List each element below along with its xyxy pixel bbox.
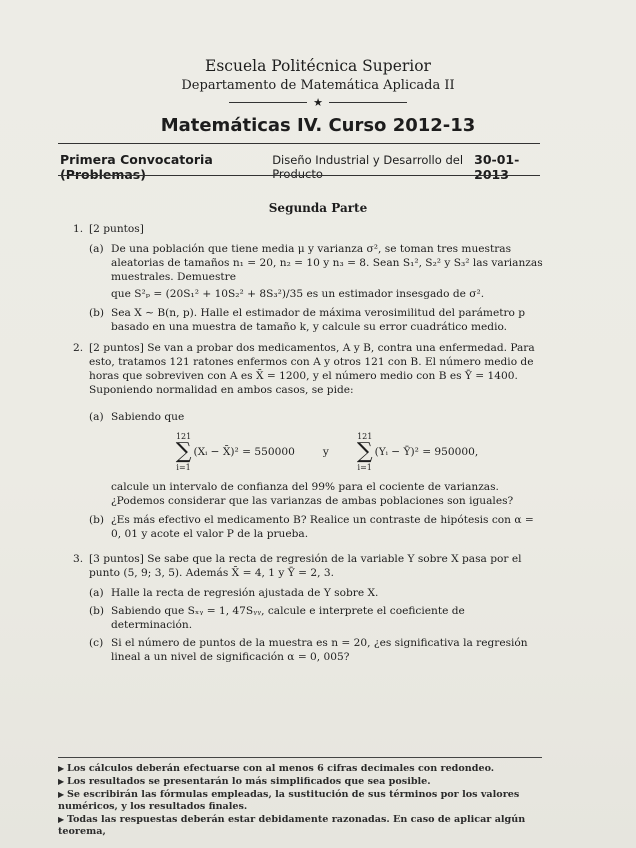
school-name: Escuela Politécnica Superior bbox=[205, 57, 431, 75]
exam-date: 30-01-2013 bbox=[474, 152, 520, 182]
problem-item bbox=[89, 242, 543, 301]
sum-lower-limit: i=1 bbox=[176, 463, 191, 472]
problem-intro: Se sabe que la recta de regresión de la variable Y sobre X pasa por el punto (5, 9; 3, 5). Además X̄ = 4, 1 y Ȳ = 2, 3. bbox=[89, 553, 522, 579]
problem-3 bbox=[73, 552, 543, 664]
problems bbox=[73, 222, 543, 664]
part-title: Segunda Parte bbox=[268, 201, 368, 215]
footer-note: ▶ Se escribirán las fórmulas empleadas, la sustitución de sus términos por los valores numéricos, y los resultados finales. bbox=[58, 788, 542, 813]
convocatoria-title: Primera Convocatoria (Problemas) bbox=[60, 152, 213, 182]
problem-points: [3 puntos] bbox=[89, 553, 144, 565]
item-text: De una población que tiene media μ y varianza σ², se toman tres muestras aleatorias de tamaños n₁ = 20, n₂ = 10 y n₃ = 8. Sean S₁², S₂² y S₃² las varianzas muestrales. Demuestre bbox=[111, 243, 543, 283]
sum-upper-limit: 121 bbox=[175, 432, 192, 441]
footer-rule bbox=[58, 757, 542, 758]
degree-name: Diseño Industrial y Desarrollo del Producto bbox=[272, 153, 464, 181]
item-lead: Sabiendo que bbox=[111, 411, 185, 423]
sum-x bbox=[176, 432, 295, 472]
item-text: Sea X ∼ B(n, p). Halle el estimador de máxima verosimilitud del parámetro p basado en una muestra de tamaño k, y calcule su error cuadrático medio. bbox=[111, 307, 526, 333]
item-text: Halle la recta de regresión ajustada de Y sobre X. bbox=[111, 587, 379, 599]
convocatoria-row bbox=[60, 152, 540, 182]
item-label: (a) bbox=[89, 243, 104, 255]
sum-expression: (Yᵢ − Ȳ)² = 950000, bbox=[374, 446, 479, 458]
item-text: Si el número de puntos de la muestra es n = 20, ¿es significativa la regresión lineal a un nivel de significación α = 0, 005? bbox=[111, 637, 528, 663]
footer-note: ▶ Los resultados se presentarán lo más simplificados que sea posible. bbox=[58, 775, 542, 788]
problem-item bbox=[89, 306, 543, 334]
problem-number: 3. bbox=[73, 553, 84, 565]
problem-item bbox=[89, 636, 543, 664]
footer-note: ▶ Los cálculos deberán efectuarse con al menos 6 cifras decimales con redondeo. bbox=[58, 762, 542, 775]
problem-item bbox=[89, 410, 543, 508]
problem-intro: Se van a probar dos medicamentos, A y B, contra una enfermedad. Para esto, tratamos 121 ratones enfermos con A y otros 121 con B. El número medio de horas que sobreviven con A es X̄ = 1200, y el número medio con B es Ȳ = 1400. Suponiendo normalidad en ambos casos, se pide: bbox=[89, 342, 535, 396]
item-label: (b) bbox=[89, 307, 105, 319]
sum-upper-limit: 121 bbox=[357, 432, 373, 441]
item-label: (a) bbox=[89, 411, 104, 423]
problem-item bbox=[89, 513, 543, 541]
item-text: Sabiendo que Sₓᵧ = 1, 47Sᵧᵧ, calcule e interprete el coeficiente de determinación. bbox=[111, 605, 465, 631]
header-rule-bottom bbox=[58, 175, 540, 176]
problem-1 bbox=[73, 222, 543, 334]
sum-equations bbox=[111, 432, 543, 472]
problem-number: 1. bbox=[73, 223, 84, 235]
item-label: (c) bbox=[89, 637, 104, 649]
item-label: (b) bbox=[89, 605, 105, 617]
conjunction: y bbox=[322, 446, 329, 458]
sum-expression: (Xᵢ − X̄)² = 550000 bbox=[193, 446, 295, 458]
item-text: ¿Es más efectivo el medicamento B? Realice un contraste de hipótesis con α = 0, 01 y acote el valor P de la prueba. bbox=[111, 514, 534, 540]
exam-header bbox=[0, 56, 636, 136]
problem-item bbox=[89, 604, 543, 632]
sum-y bbox=[357, 432, 478, 472]
divider-rule-left bbox=[229, 102, 307, 103]
item-label: (b) bbox=[89, 514, 105, 526]
problem-item bbox=[89, 586, 543, 600]
problem-points: [2 puntos] bbox=[89, 223, 144, 235]
problem-2 bbox=[73, 341, 543, 541]
header-rule-top bbox=[58, 143, 540, 144]
sum-lower-limit: i=1 bbox=[357, 463, 372, 472]
sigma-symbol: 121 ∑ i=1 bbox=[175, 432, 192, 472]
course-title: Matemáticas IV. Curso 2012-13 bbox=[160, 115, 476, 136]
star-divider bbox=[0, 96, 636, 109]
department-name: Departamento de Matemática Aplicada II bbox=[181, 78, 455, 93]
sigma-symbol: 121 ∑ i=1 bbox=[356, 432, 373, 472]
item-text: calcule un intervalo de confianza del 99% para el cociente de varianzas. ¿Podemos considerar que las varianzas de ambas poblaciones son iguales? bbox=[111, 481, 514, 507]
star-icon: ★ bbox=[313, 96, 323, 109]
footer-notes bbox=[58, 757, 542, 838]
divider-rule-right bbox=[329, 102, 407, 103]
item-label: (a) bbox=[89, 587, 104, 599]
problem-points: [2 puntos] bbox=[89, 342, 144, 354]
problem-number: 2. bbox=[73, 342, 84, 354]
footer-note: ▶ Todas las respuestas deberán estar debidamente razonadas. En caso de aplicar algún teorema, bbox=[58, 813, 542, 838]
item-text-formula: que S²ₚ = (20S₁² + 10S₂² + 8S₃²)/35 es un estimador insesgado de σ². bbox=[111, 288, 485, 300]
